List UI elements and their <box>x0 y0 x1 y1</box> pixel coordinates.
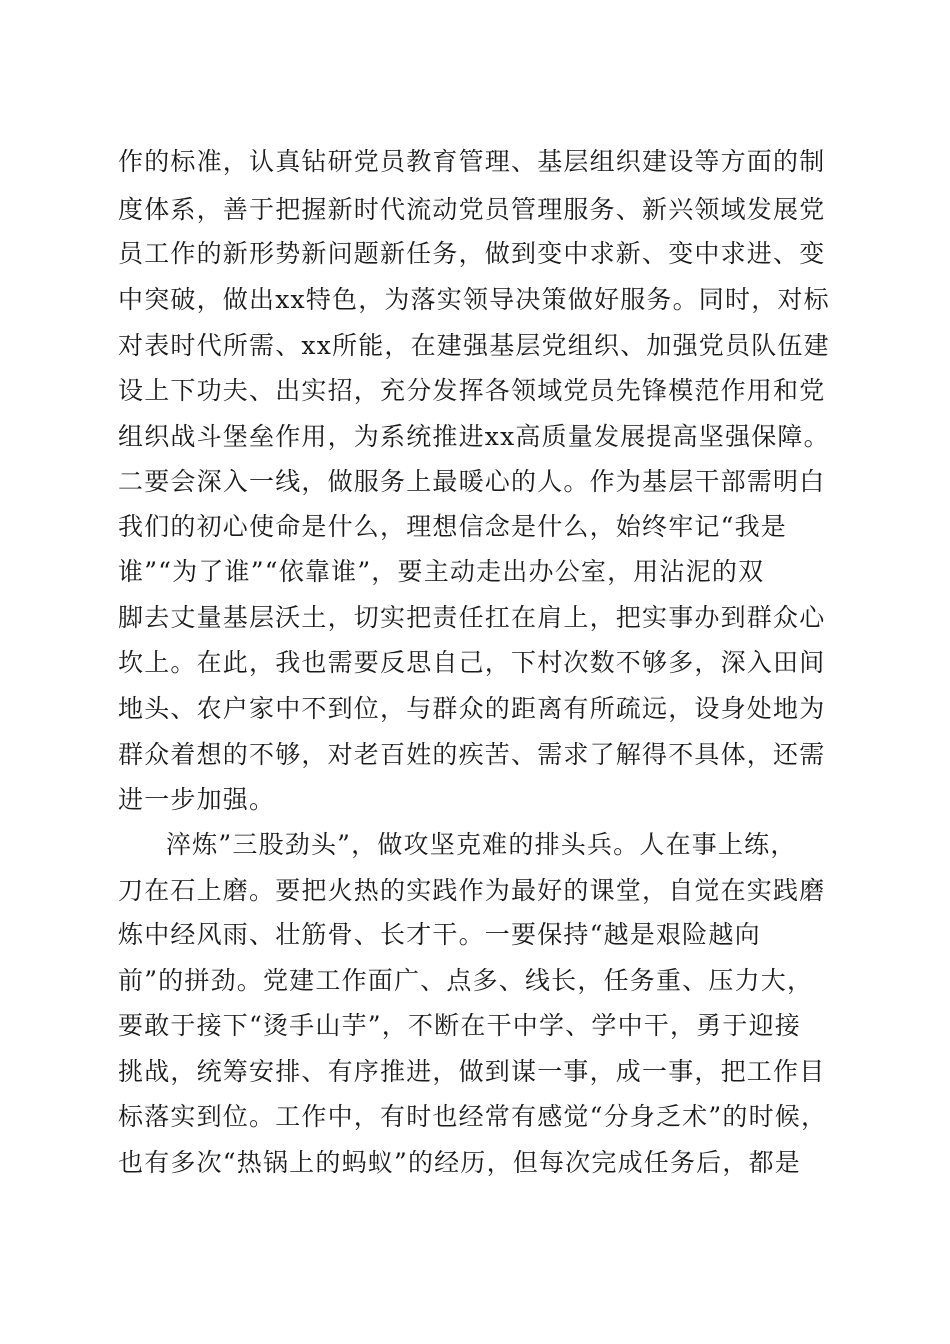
paragraph-first-line: 淬炼”三股劲头”，做攻坚克难的排头兵。人在事上练， <box>166 830 797 859</box>
text-line: 中突破，做出xx特色，为落实领导决策做好服务。同时，对标 <box>118 285 830 314</box>
text-line: 进一步加强。 <box>118 785 276 814</box>
text-line: 挑战，统筹安排、有序推进，做到谋一事，成一事，把工作目 <box>118 1057 826 1086</box>
text-line: 也有多次“热锅上的蚂蚁”的经历，但每次完成任务后，都是 <box>118 1148 801 1177</box>
text-line: 组织战斗堡垒作用，为系统推进xx高质量发展提高坚强保障。 <box>118 422 830 451</box>
text-line: 地头、农户家中不到位，与群众的距离有所疏远，设身处地为 <box>118 694 826 723</box>
text-line: 作的标准，认真钻研党员教育管理、基层组织建设等方面的制 <box>118 147 826 176</box>
text-line: 坎上。在此，我也需要反思自己，下村次数不够多，深入田间 <box>118 648 826 677</box>
text-line: 谁”“为了谁”“依靠谁”，要主动走出办公室，用沾泥的双 <box>118 557 765 586</box>
text-line: 对表时代所需、xx所能，在建强基层党组织、加强党员队伍建 <box>118 331 830 360</box>
text-line: 脚去丈量基层沃土，切实把责任扛在肩上，把实事办到群众心 <box>118 603 826 632</box>
text-line: 标落实到位。工作中，有时也经常有感觉“分身乏术”的时候， <box>118 1102 828 1131</box>
text-line: 刀在石上磨。要把火热的实践作为最好的课堂，自觉在实践磨 <box>118 876 826 905</box>
text-line: 设上下功夫、出实招，充分发挥各领域党员先锋模范作用和党 <box>118 376 826 405</box>
text-line: 炼中经风雨、壮筋骨、长才干。一要保持“越是艰险越向 <box>118 920 761 949</box>
text-line: 我们的初心使命是什么，理想信念是什么，始终牢记“我是 <box>118 512 787 541</box>
text-line: 员工作的新形势新问题新任务，做到变中求新、变中求进、变 <box>118 239 826 268</box>
text-line: 群众着想的不够，对老百姓的疾苦、需求了解得不具体，还需 <box>118 740 826 769</box>
text-line: 要敢于接下“烫手山芋”，不断在干中学、学中干，勇于迎接 <box>118 1011 801 1040</box>
text-line: 二要会深入一线，做服务上最暖心的人。作为基层干部需明白 <box>118 467 826 496</box>
text-line: 前”的拼劲。党建工作面广、点多、线长，任务重、压力大， <box>118 966 814 995</box>
text-line: 度体系，善于把握新时代流动党员管理服务、新兴领域发展党 <box>118 195 826 224</box>
